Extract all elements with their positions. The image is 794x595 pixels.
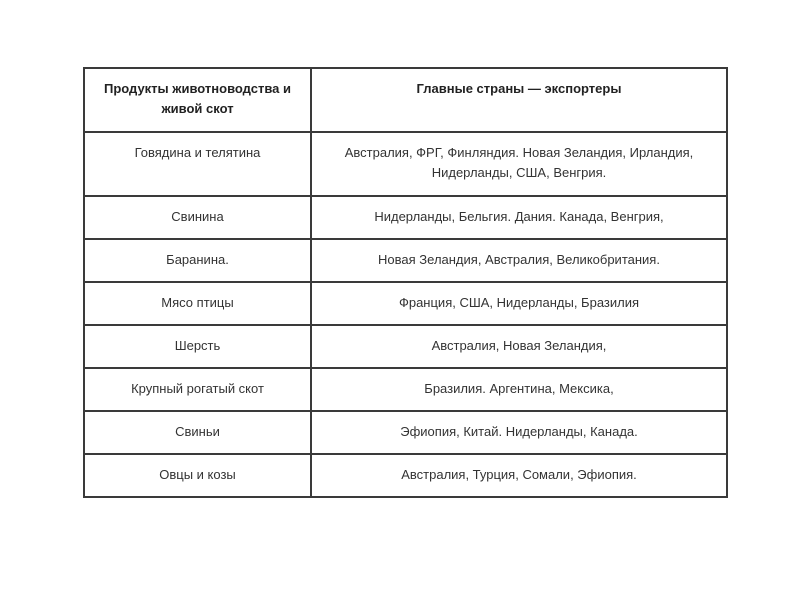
product-cell: Свиньи — [84, 411, 311, 454]
product-cell: Крупный рогатый скот — [84, 368, 311, 411]
product-cell: Говядина и телятина — [84, 132, 311, 196]
table-row — [84, 368, 727, 411]
countries-cell: Австралия, ФРГ, Финляндия. Новая Зеландия, Ирландия, Нидерланды, США, Венгрия. — [311, 132, 727, 196]
countries-cell: Эфиопия, Китай. Нидерланды, Канада. — [311, 411, 727, 454]
countries-cell: Франция, США, Нидерланды, Бразилия — [311, 282, 727, 325]
product-cell: Свинина — [84, 196, 311, 239]
product-cell: Баранина. — [84, 239, 311, 282]
countries-cell: Австралия, Новая Зеландия, — [311, 325, 727, 368]
countries-cell: Австралия, Турция, Сомали, Эфиопия. — [311, 454, 727, 497]
header-exporters: Главные страны — экспортеры — [311, 68, 727, 132]
table-row — [84, 239, 727, 282]
countries-cell: Бразилия. Аргентина, Мексика, — [311, 368, 727, 411]
table-row — [84, 196, 727, 239]
countries-cell: Новая Зеландия, Австралия, Великобритания. — [311, 239, 727, 282]
table-row — [84, 411, 727, 454]
table-row — [84, 132, 727, 196]
table-row — [84, 325, 727, 368]
table-row — [84, 454, 727, 497]
livestock-exporters-table — [83, 67, 728, 498]
product-cell: Шерсть — [84, 325, 311, 368]
header-products: Продукты животноводства и живой скот — [84, 68, 311, 132]
product-cell: Мясо птицы — [84, 282, 311, 325]
table-row — [84, 282, 727, 325]
table-header-row — [84, 68, 727, 132]
product-cell: Овцы и козы — [84, 454, 311, 497]
countries-cell: Нидерланды, Бельгия. Дания. Канада, Венгрия, — [311, 196, 727, 239]
